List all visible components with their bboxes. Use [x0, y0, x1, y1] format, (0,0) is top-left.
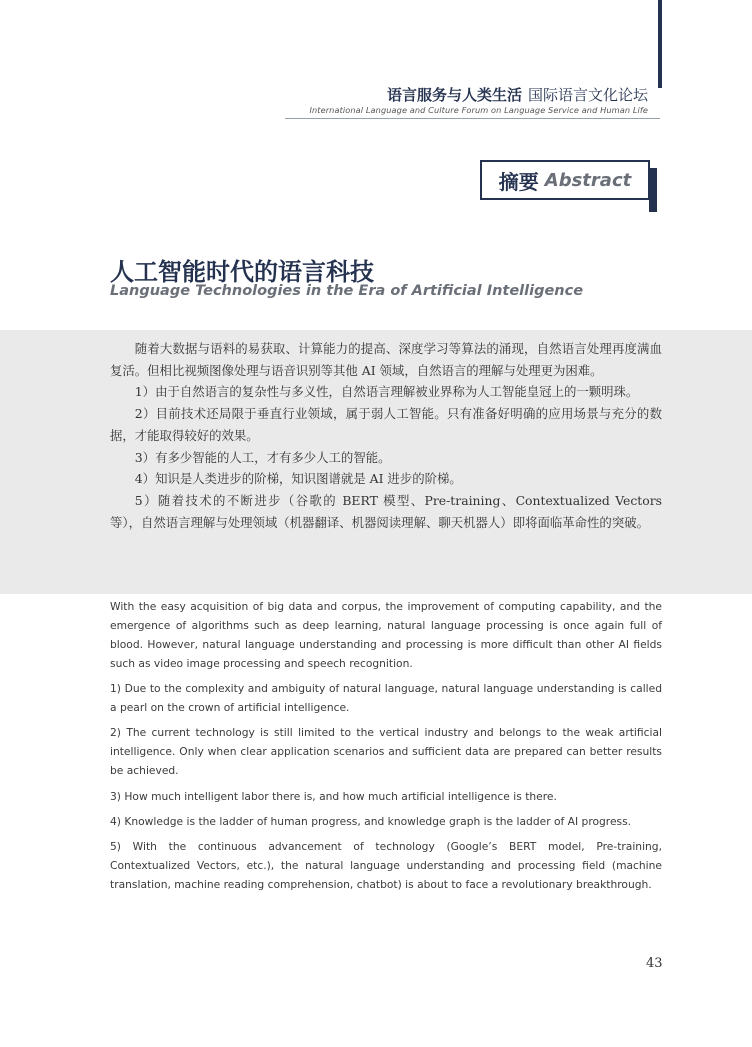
article-title-en: Language Technologies in the Era of Artificial Intelligence — [110, 283, 584, 299]
abstract-section-tag — [480, 160, 650, 200]
forum-title-cn — [387, 84, 648, 105]
abstract-cn-paragraph: 2）目前技术还局限于垂直行业领域，属于弱人工智能。只有准备好明确的应用场景与充分的数据，才能取得较好的效果。 — [110, 406, 662, 443]
abstract-en-body — [110, 598, 662, 902]
abstract-cn-paragraph: 1）由于自然语言的复杂性与多义性，自然语言理解被业界称为人工智能皇冠上的一颗明珠。 — [134, 384, 639, 400]
abstract-cn-paragraph: 4）知识是人类进步的阶梯，知识图谱就是 AI 进步的阶梯。 — [134, 471, 462, 487]
header-vertical-rule — [658, 0, 662, 88]
abstract-tag-cn: 摘要 — [498, 169, 539, 194]
abstract-cn-body — [110, 338, 662, 533]
forum-title-cn-bold: 语言服务与人类生活 — [386, 86, 522, 104]
abstract-cn-paragraph: 5）随着技术的不断进步（谷歌的 BERT 模型、Pre-training、Contextualized Vectors 等），自然语言理解与处理领域（机器翻译、机器阅读理解、聊天机器人）即将面临革命性的突破。 — [110, 492, 662, 530]
abstract-en-paragraph: 3) How much intelligent labor there is, and how much artificial intelligence is there. — [110, 789, 557, 803]
abstract-en-paragraph: 4) Knowledge is the ladder of human progress, and knowledge graph is the ladder of AI progress. — [110, 815, 632, 829]
abstract-en-paragraph: 2) The current technology is still limited to the vertical industry and belongs to the weak artificial intelligence. Only when clear application scenarios and sufficient data are prepared can better results be achieved. — [110, 726, 662, 778]
abstract-en-paragraph: With the easy acquisition of big data and corpus, the improvement of computing capability, and the emergence of algorithms such as deep learning, natural language processing is once again full of blood. However, natural language understanding and processing is more difficult than other AI fields such as video image processing and speech recognition. — [110, 600, 662, 670]
abstract-cn-paragraph: 3）有多少智能的人工，才有多少人工的智能。 — [134, 449, 391, 465]
header-divider — [285, 118, 660, 119]
abstract-cn-paragraph: 随着大数据与语料的易获取、计算能力的提高、深度学习等算法的涌现，自然语言处理再度满血复活。但相比视频图像处理与语音识别等其他 AI 领域，自然语言的理解与处理更为困难。 — [110, 341, 662, 378]
article-title-cn: 人工智能时代的语言科技 — [110, 257, 374, 286]
forum-title-cn-rest: 国际语言文化论坛 — [527, 86, 648, 104]
abstract-en-paragraph: 5) With the continuous advancement of technology (Google’s BERT model, Pre-training, Contextualized Vectors, etc.), the natural language understanding and processing field (machine translation, machine reading comprehension, chatbot) is about to face a revolutionary breakthrough. — [110, 840, 662, 892]
forum-title-en: International Language and Culture Forum on Language Service and Human Life — [309, 105, 648, 115]
page-number: 43 — [646, 956, 663, 971]
abstract-en-paragraph: 1) Due to the complexity and ambiguity of natural language, natural language understanding is called a pearl on the crown of artificial intelligence. — [110, 682, 662, 715]
abstract-tag-en: Abstract — [544, 169, 632, 191]
